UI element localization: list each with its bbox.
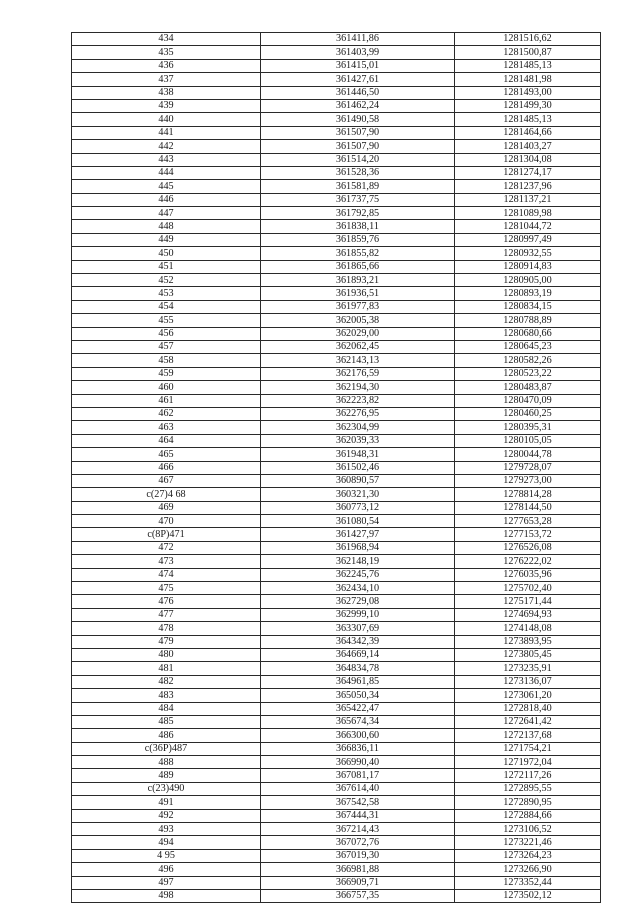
table-row — [72, 314, 601, 327]
point-number-cell: 480 — [72, 648, 261, 661]
y-coordinate-cell: 1272895,55 — [455, 782, 601, 795]
y-coordinate-cell: 1276222,02 — [455, 555, 601, 568]
y-coordinate-cell: 1272818,40 — [455, 702, 601, 715]
y-coordinate-cell: 1273893,95 — [455, 635, 601, 648]
table-row — [72, 220, 601, 233]
y-coordinate-cell: 1280483,87 — [455, 381, 601, 394]
table-row — [72, 501, 601, 514]
table-row — [72, 769, 601, 782]
y-coordinate-cell: 1273136,07 — [455, 675, 601, 688]
y-coordinate-cell: 1273235,91 — [455, 662, 601, 675]
x-coordinate-cell: 360773,12 — [261, 501, 455, 514]
table-row — [72, 33, 601, 46]
table-row — [72, 260, 601, 273]
y-coordinate-cell: 1281485,13 — [455, 113, 601, 126]
y-coordinate-cell: 1274148,08 — [455, 622, 601, 635]
table-row — [72, 689, 601, 702]
table-row — [72, 742, 601, 755]
table-row — [72, 595, 601, 608]
point-number-cell: 467 — [72, 474, 261, 487]
x-coordinate-cell: 363307,69 — [261, 622, 455, 635]
coordinates-table-body — [72, 33, 601, 903]
y-coordinate-cell: 1281237,96 — [455, 180, 601, 193]
x-coordinate-cell: 367081,17 — [261, 769, 455, 782]
x-coordinate-cell: 362143,13 — [261, 354, 455, 367]
table-row — [72, 836, 601, 849]
x-coordinate-cell: 360321,30 — [261, 488, 455, 501]
point-number-cell: 457 — [72, 340, 261, 353]
y-coordinate-cell: 1276526,08 — [455, 541, 601, 554]
x-coordinate-cell: 361403,99 — [261, 46, 455, 59]
point-number-cell: 459 — [72, 367, 261, 380]
table-row — [72, 193, 601, 206]
y-coordinate-cell: 1281485,13 — [455, 59, 601, 72]
y-coordinate-cell: 1281403,27 — [455, 140, 601, 153]
point-number-cell: 449 — [72, 233, 261, 246]
table-row — [72, 448, 601, 461]
x-coordinate-cell: 361080,54 — [261, 515, 455, 528]
point-number-cell: 453 — [72, 287, 261, 300]
table-row — [72, 140, 601, 153]
x-coordinate-cell: 367019,30 — [261, 849, 455, 862]
table-row — [72, 99, 601, 112]
table-row — [72, 73, 601, 86]
table-row — [72, 207, 601, 220]
table-row — [72, 287, 601, 300]
point-number-cell: 436 — [72, 59, 261, 72]
point-number-cell: 462 — [72, 407, 261, 420]
table-row — [72, 327, 601, 340]
table-row — [72, 180, 601, 193]
point-number-cell: c(27)4 68 — [72, 488, 261, 501]
point-number-cell: 474 — [72, 568, 261, 581]
table-row — [72, 662, 601, 675]
point-number-cell: 484 — [72, 702, 261, 715]
x-coordinate-cell: 365674,34 — [261, 715, 455, 728]
table-row — [72, 528, 601, 541]
point-number-cell: 470 — [72, 515, 261, 528]
point-number-cell: 493 — [72, 823, 261, 836]
x-coordinate-cell: 362029,00 — [261, 327, 455, 340]
table-row — [72, 608, 601, 621]
table-row — [72, 274, 601, 287]
point-number-cell: 498 — [72, 890, 261, 903]
y-coordinate-cell: 1276035,96 — [455, 568, 601, 581]
table-row — [72, 461, 601, 474]
table-row — [72, 381, 601, 394]
table-row — [72, 86, 601, 99]
table-row — [72, 715, 601, 728]
point-number-cell: 444 — [72, 166, 261, 179]
x-coordinate-cell: 362176,59 — [261, 367, 455, 380]
table-row — [72, 582, 601, 595]
y-coordinate-cell: 1280523,22 — [455, 367, 601, 380]
table-row — [72, 568, 601, 581]
x-coordinate-cell: 362245,76 — [261, 568, 455, 581]
table-row — [72, 153, 601, 166]
point-number-cell: 454 — [72, 300, 261, 313]
table-row — [72, 876, 601, 889]
y-coordinate-cell: 1275171,44 — [455, 595, 601, 608]
x-coordinate-cell: 361977,83 — [261, 300, 455, 313]
point-number-cell: 475 — [72, 582, 261, 595]
y-coordinate-cell: 1280997,49 — [455, 233, 601, 246]
point-number-cell: 472 — [72, 541, 261, 554]
x-coordinate-cell: 361968,94 — [261, 541, 455, 554]
point-number-cell: 440 — [72, 113, 261, 126]
x-coordinate-cell: 360890,57 — [261, 474, 455, 487]
point-number-cell: 439 — [72, 99, 261, 112]
point-number-cell: 4 95 — [72, 849, 261, 862]
point-number-cell: 488 — [72, 756, 261, 769]
table-row — [72, 675, 601, 688]
y-coordinate-cell: 1280645,23 — [455, 340, 601, 353]
point-number-cell: 456 — [72, 327, 261, 340]
x-coordinate-cell: 362999,10 — [261, 608, 455, 621]
point-number-cell: 483 — [72, 689, 261, 702]
point-number-cell: 450 — [72, 247, 261, 260]
y-coordinate-cell: 1281137,21 — [455, 193, 601, 206]
x-coordinate-cell: 362194,30 — [261, 381, 455, 394]
y-coordinate-cell: 1280914,83 — [455, 260, 601, 273]
point-number-cell: 461 — [72, 394, 261, 407]
x-coordinate-cell: 364342,39 — [261, 635, 455, 648]
point-number-cell: 479 — [72, 635, 261, 648]
y-coordinate-cell: 1281500,87 — [455, 46, 601, 59]
x-coordinate-cell: 361865,66 — [261, 260, 455, 273]
y-coordinate-cell: 1281493,00 — [455, 86, 601, 99]
y-coordinate-cell: 1280905,00 — [455, 274, 601, 287]
y-coordinate-cell: 1273266,90 — [455, 863, 601, 876]
point-number-cell: 473 — [72, 555, 261, 568]
x-coordinate-cell: 362223,82 — [261, 394, 455, 407]
table-row — [72, 635, 601, 648]
point-number-cell: 492 — [72, 809, 261, 822]
table-row — [72, 488, 601, 501]
y-coordinate-cell: 1273106,52 — [455, 823, 601, 836]
point-number-cell: 435 — [72, 46, 261, 59]
x-coordinate-cell: 361855,82 — [261, 247, 455, 260]
x-coordinate-cell: 361514,20 — [261, 153, 455, 166]
x-coordinate-cell: 361528,36 — [261, 166, 455, 179]
y-coordinate-cell: 1273061,20 — [455, 689, 601, 702]
point-number-cell: 451 — [72, 260, 261, 273]
x-coordinate-cell: 366909,71 — [261, 876, 455, 889]
table-row — [72, 247, 601, 260]
y-coordinate-cell: 1280582,26 — [455, 354, 601, 367]
y-coordinate-cell: 1280395,31 — [455, 421, 601, 434]
table-row — [72, 702, 601, 715]
x-coordinate-cell: 362062,45 — [261, 340, 455, 353]
y-coordinate-cell: 1271754,21 — [455, 742, 601, 755]
table-row — [72, 555, 601, 568]
table-row — [72, 756, 601, 769]
table-row — [72, 782, 601, 795]
y-coordinate-cell: 1280893,19 — [455, 287, 601, 300]
x-coordinate-cell: 366300,60 — [261, 729, 455, 742]
y-coordinate-cell: 1279728,07 — [455, 461, 601, 474]
y-coordinate-cell: 1279273,00 — [455, 474, 601, 487]
table-row — [72, 421, 601, 434]
x-coordinate-cell: 361415,01 — [261, 59, 455, 72]
table-row — [72, 113, 601, 126]
coordinates-table — [71, 32, 601, 903]
y-coordinate-cell: 1281516,62 — [455, 33, 601, 46]
point-number-cell: 455 — [72, 314, 261, 327]
y-coordinate-cell: 1281481,98 — [455, 73, 601, 86]
y-coordinate-cell: 1280460,25 — [455, 407, 601, 420]
point-number-cell: 438 — [72, 86, 261, 99]
point-number-cell: 466 — [72, 461, 261, 474]
point-number-cell: 464 — [72, 434, 261, 447]
y-coordinate-cell: 1280834,15 — [455, 300, 601, 313]
x-coordinate-cell: 361581,89 — [261, 180, 455, 193]
table-row — [72, 354, 601, 367]
table-row — [72, 622, 601, 635]
x-coordinate-cell: 361948,31 — [261, 448, 455, 461]
table-row — [72, 300, 601, 313]
y-coordinate-cell: 1280932,55 — [455, 247, 601, 260]
point-number-cell: 478 — [72, 622, 261, 635]
point-number-cell: 446 — [72, 193, 261, 206]
y-coordinate-cell: 1277653,28 — [455, 515, 601, 528]
table-row — [72, 59, 601, 72]
table-row — [72, 407, 601, 420]
y-coordinate-cell: 1281089,98 — [455, 207, 601, 220]
x-coordinate-cell: 366981,88 — [261, 863, 455, 876]
x-coordinate-cell: 362729,08 — [261, 595, 455, 608]
y-coordinate-cell: 1281304,08 — [455, 153, 601, 166]
y-coordinate-cell: 1275702,40 — [455, 582, 601, 595]
point-number-cell: 477 — [72, 608, 261, 621]
x-coordinate-cell: 364669,14 — [261, 648, 455, 661]
y-coordinate-cell: 1272641,42 — [455, 715, 601, 728]
x-coordinate-cell: 362304,99 — [261, 421, 455, 434]
y-coordinate-cell: 1274694,93 — [455, 608, 601, 621]
x-coordinate-cell: 362039,33 — [261, 434, 455, 447]
point-number-cell: 447 — [72, 207, 261, 220]
x-coordinate-cell: 361490,58 — [261, 113, 455, 126]
x-coordinate-cell: 362148,19 — [261, 555, 455, 568]
point-number-cell: 476 — [72, 595, 261, 608]
x-coordinate-cell: 367214,43 — [261, 823, 455, 836]
point-number-cell: 482 — [72, 675, 261, 688]
y-coordinate-cell: 1272117,26 — [455, 769, 601, 782]
table-row — [72, 541, 601, 554]
x-coordinate-cell: 361427,61 — [261, 73, 455, 86]
point-number-cell: 443 — [72, 153, 261, 166]
x-coordinate-cell: 361411,86 — [261, 33, 455, 46]
x-coordinate-cell: 367542,58 — [261, 796, 455, 809]
table-row — [72, 394, 601, 407]
table-row — [72, 434, 601, 447]
point-number-cell: 491 — [72, 796, 261, 809]
x-coordinate-cell: 361893,21 — [261, 274, 455, 287]
x-coordinate-cell: 366836,11 — [261, 742, 455, 755]
table-row — [72, 515, 601, 528]
table-row — [72, 166, 601, 179]
y-coordinate-cell: 1278814,28 — [455, 488, 601, 501]
table-row — [72, 863, 601, 876]
table-row — [72, 340, 601, 353]
point-number-cell: 496 — [72, 863, 261, 876]
x-coordinate-cell: 361792,85 — [261, 207, 455, 220]
point-number-cell: 460 — [72, 381, 261, 394]
x-coordinate-cell: 361502,46 — [261, 461, 455, 474]
point-number-cell: 494 — [72, 836, 261, 849]
y-coordinate-cell: 1272890,95 — [455, 796, 601, 809]
point-number-cell: 442 — [72, 140, 261, 153]
y-coordinate-cell: 1280680,66 — [455, 327, 601, 340]
table-row — [72, 126, 601, 139]
y-coordinate-cell: 1273352,44 — [455, 876, 601, 889]
point-number-cell: 437 — [72, 73, 261, 86]
point-number-cell: 452 — [72, 274, 261, 287]
x-coordinate-cell: 362434,10 — [261, 582, 455, 595]
y-coordinate-cell: 1281274,17 — [455, 166, 601, 179]
x-coordinate-cell: 361838,11 — [261, 220, 455, 233]
x-coordinate-cell: 362005,38 — [261, 314, 455, 327]
point-number-cell: 469 — [72, 501, 261, 514]
x-coordinate-cell: 365422,47 — [261, 702, 455, 715]
point-number-cell: 486 — [72, 729, 261, 742]
y-coordinate-cell: 1280044,78 — [455, 448, 601, 461]
x-coordinate-cell: 364834,78 — [261, 662, 455, 675]
x-coordinate-cell: 361936,51 — [261, 287, 455, 300]
x-coordinate-cell: 362276,95 — [261, 407, 455, 420]
y-coordinate-cell: 1280788,89 — [455, 314, 601, 327]
x-coordinate-cell: 367614,40 — [261, 782, 455, 795]
y-coordinate-cell: 1281044,72 — [455, 220, 601, 233]
point-number-cell: 434 — [72, 33, 261, 46]
y-coordinate-cell: 1273221,46 — [455, 836, 601, 849]
table-row — [72, 890, 601, 903]
point-number-cell: c(36P)487 — [72, 742, 261, 755]
x-coordinate-cell: 364961,85 — [261, 675, 455, 688]
x-coordinate-cell: 361737,75 — [261, 193, 455, 206]
table-row — [72, 849, 601, 862]
point-number-cell: 441 — [72, 126, 261, 139]
x-coordinate-cell: 361507,90 — [261, 126, 455, 139]
point-number-cell: 485 — [72, 715, 261, 728]
x-coordinate-cell: 367444,31 — [261, 809, 455, 822]
point-number-cell: 465 — [72, 448, 261, 461]
table-row — [72, 729, 601, 742]
x-coordinate-cell: 361462,24 — [261, 99, 455, 112]
x-coordinate-cell: 361859,76 — [261, 233, 455, 246]
y-coordinate-cell: 1273502,12 — [455, 890, 601, 903]
y-coordinate-cell: 1280105,05 — [455, 434, 601, 447]
table-row — [72, 648, 601, 661]
point-number-cell: c(8P)471 — [72, 528, 261, 541]
point-number-cell: 497 — [72, 876, 261, 889]
y-coordinate-cell: 1273264,23 — [455, 849, 601, 862]
x-coordinate-cell: 365050,34 — [261, 689, 455, 702]
y-coordinate-cell: 1280470,09 — [455, 394, 601, 407]
y-coordinate-cell: 1273805,45 — [455, 648, 601, 661]
table-row — [72, 823, 601, 836]
table-row — [72, 796, 601, 809]
y-coordinate-cell: 1277153,72 — [455, 528, 601, 541]
x-coordinate-cell: 367072,76 — [261, 836, 455, 849]
table-row — [72, 233, 601, 246]
point-number-cell: 481 — [72, 662, 261, 675]
x-coordinate-cell: 361507,90 — [261, 140, 455, 153]
table-row — [72, 367, 601, 380]
y-coordinate-cell: 1281464,66 — [455, 126, 601, 139]
table-row — [72, 809, 601, 822]
table-row — [72, 46, 601, 59]
x-coordinate-cell: 361446,50 — [261, 86, 455, 99]
y-coordinate-cell: 1271972,04 — [455, 756, 601, 769]
point-number-cell: 448 — [72, 220, 261, 233]
point-number-cell: 463 — [72, 421, 261, 434]
y-coordinate-cell: 1272137,68 — [455, 729, 601, 742]
x-coordinate-cell: 361427,97 — [261, 528, 455, 541]
y-coordinate-cell: 1281499,30 — [455, 99, 601, 112]
x-coordinate-cell: 366757,35 — [261, 890, 455, 903]
y-coordinate-cell: 1272884,66 — [455, 809, 601, 822]
table-row — [72, 474, 601, 487]
point-number-cell: 445 — [72, 180, 261, 193]
point-number-cell: 489 — [72, 769, 261, 782]
point-number-cell: 458 — [72, 354, 261, 367]
point-number-cell: c(23)490 — [72, 782, 261, 795]
y-coordinate-cell: 1278144,50 — [455, 501, 601, 514]
x-coordinate-cell: 366990,40 — [261, 756, 455, 769]
